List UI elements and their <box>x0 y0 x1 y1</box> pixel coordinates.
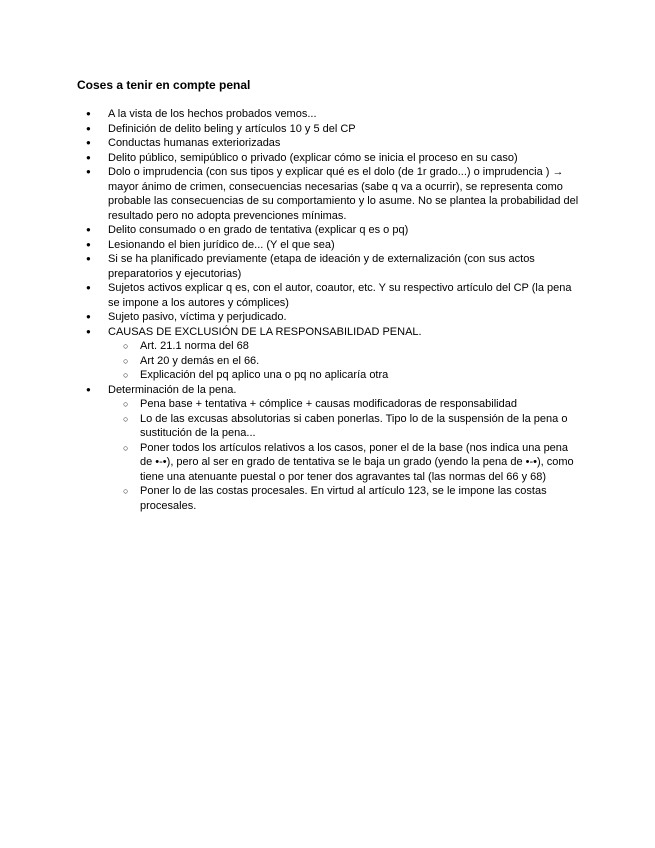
sub-list-item: ○ Art 20 y demás en el 66. <box>108 354 582 369</box>
list-item-pena <box>77 383 582 514</box>
sub-bullet-list <box>108 397 582 513</box>
list-item: ● Lesionando el bien jurídico de... (Y el que sea) <box>77 238 582 253</box>
sub-list-item: ○ Art. 21.1 norma del 68 <box>108 339 582 354</box>
list-item-text: Determinación de la pena. <box>108 383 237 396</box>
sub-bullet-list <box>108 339 582 383</box>
list-item: ● Delito público, semipúblico o privado (explicar cómo se inicia el proceso en su caso) <box>77 151 582 166</box>
list-item-causas <box>77 325 582 383</box>
sub-list-item: ○ Lo de las excusas absolutorias si caben ponerlas. Tipo lo de la suspensión de la pena o sustitución de la pena... <box>108 412 582 441</box>
sub-list-item: ○ Explicación del pq aplico una o pq no aplicaría otra <box>108 368 582 383</box>
sub-list-item: ○ Pena base + tentativa + cómplice + causas modificadoras de responsabilidad <box>108 397 582 412</box>
list-item: ● Conductas humanas exteriorizadas <box>77 136 582 151</box>
main-bullet-list <box>77 107 582 513</box>
list-item: ● Sujetos activos explicar q es, con el autor, coautor, etc. Y su respectivo artículo del CP (la pena se impone a los autores y cómplices) <box>77 281 582 310</box>
document-title: Coses a tenir en compte penal <box>77 78 251 92</box>
list-item: ● A la vista de los hechos probados vemos... <box>77 107 582 122</box>
sub-list-item: ○ Poner lo de las costas procesales. En virtud al artículo 123, se le impone las costas procesales. <box>108 484 582 513</box>
list-item: ● Si se ha planificado previamente (etapa de ideación y de externalización (con sus actos preparatorios y ejecutorias) <box>77 252 582 281</box>
list-item: ● Dolo o imprudencia (con sus tipos y explicar qué es el dolo (de 1r grado...) o imprudencia ) → mayor ánimo de crimen, consecuencias necesarias (sabe q va a ocurrir), se representa como probable las consecuencias de su comportamiento y lo asume. No se plantea la probabilidad del resultado pero no adopta prevenciones mínimas. <box>77 165 582 223</box>
list-item: ● Definición de delito beling y artículos 10 y 5 del CP <box>77 122 582 137</box>
list-item-text: CAUSAS DE EXCLUSIÓN DE LA RESPONSABILIDAD PENAL. <box>108 325 422 338</box>
list-item: ● Delito consumado o en grado de tentativa (explicar q es o pq) <box>77 223 582 238</box>
list-item: ● Sujeto pasivo, víctima y perjudicado. <box>77 310 582 325</box>
sub-list-item: ○ Poner todos los artículos relativos a los casos, poner el de la base (nos indica una pena de •-•), pero al ser en grado de tentativa se le baja un grado (yendo la pena de •-•), como tiene una atenuante puestal o por tener dos agravantes tal (las normas del 66 y 68) <box>108 441 582 485</box>
